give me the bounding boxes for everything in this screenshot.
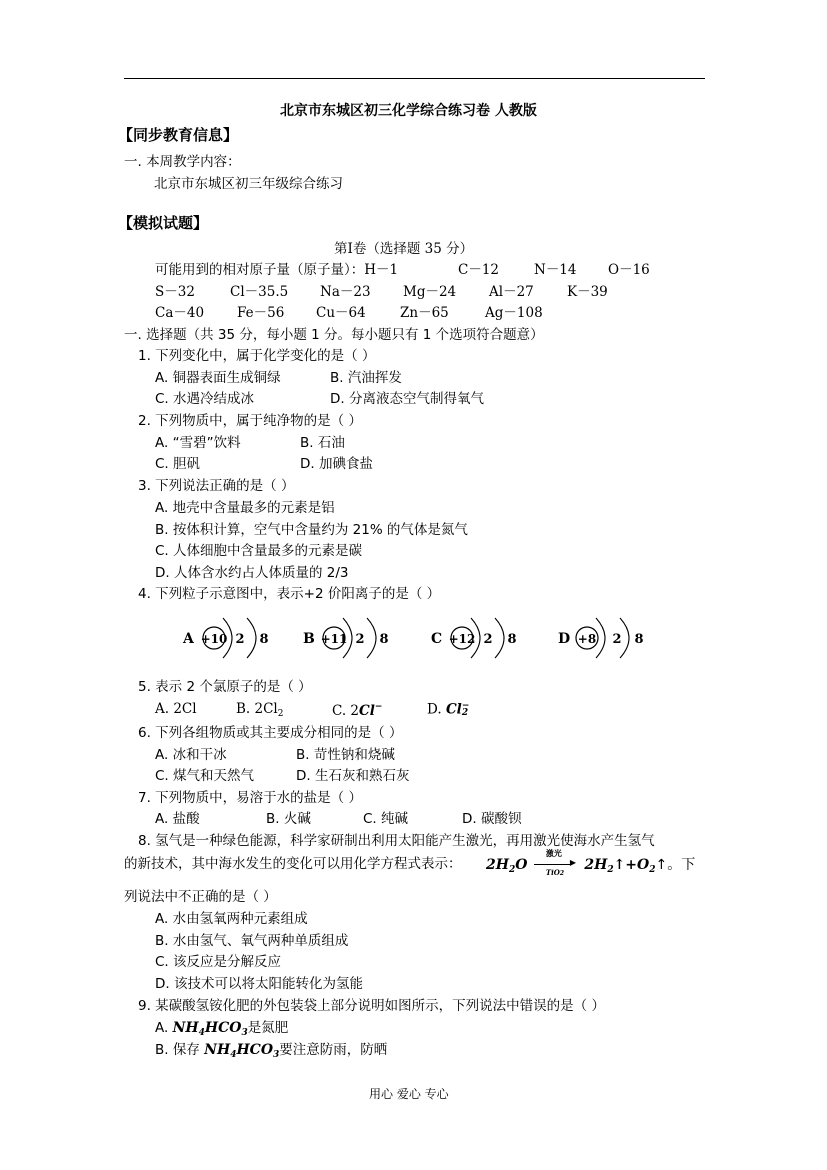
ion-shell: 8 (259, 632, 269, 647)
question-stem: 4. 下列粒子示意图中，表示+2 价阳离子的是（ ） (138, 586, 441, 602)
atomic-mass: Ca－40 (155, 305, 205, 321)
option: C. 胆矾 (155, 456, 201, 472)
option: C. 该反应是分解反应 (155, 954, 282, 970)
atomic-mass: Al－27 (489, 284, 534, 300)
option: B. 按体积计算，空气中含量约为 21% 的气体是氮气 (155, 522, 468, 538)
atomic-mass: O－16 (608, 262, 650, 278)
ion-diagram-c (431, 626, 551, 666)
option: C. 纯碱 (363, 811, 409, 827)
page-title: 北京市东城区初三化学综合练习卷 人教版 (280, 103, 537, 119)
option: B. $2Cl_2$ (236, 701, 284, 719)
option: A. $NH_4HCO_3$是氮肥 (155, 1020, 289, 1038)
question-stem: 2. 下列物质中，属于纯净物的是（ ） (138, 413, 362, 429)
atomic-mass: S－32 (155, 284, 195, 300)
atomic-mass: Fe－56 (237, 305, 285, 321)
section-heading-sync: 【同步教育信息】 (118, 126, 239, 144)
ion-nucleus: +8 (577, 632, 597, 646)
ion-nucleus: +12 (448, 632, 476, 646)
ion-nucleus: +11 (320, 632, 348, 646)
option: D. 人体含水约占人体质量的 2/3 (155, 565, 349, 581)
atomic-mass-intro: 可能用到的相对原子量（原子量）：H－1 (155, 262, 399, 278)
option: B. 火碱 (266, 811, 311, 827)
section-heading-mock: 【模拟试题】 (118, 214, 209, 232)
ion-letter: C (431, 631, 443, 647)
question-stem: 5. 表示 2 个氯原子的是（ ） (138, 679, 312, 695)
ion-letter: B (303, 631, 315, 647)
ion-nucleus: +10 (200, 632, 228, 646)
question-stem: 的新技术，其中海水发生的变化可以用化学方程式表示： (124, 856, 462, 872)
atomic-mass: Ag－108 (485, 305, 543, 321)
section-item: 一. 本周教学内容： (124, 154, 241, 170)
option: D. 该技术可以将太阳能转化为氢能 (155, 976, 363, 992)
option: B. 汽油挥发 (330, 370, 402, 386)
option: B. 保存 $NH_4HCO_3$要注意防雨，防晒 (155, 1042, 388, 1060)
option: C. 煤气和天然气 (155, 768, 255, 784)
ion-shell: 2 (612, 632, 622, 647)
option: B. 苛性钠和烧碱 (296, 747, 395, 763)
ion-shell: 8 (379, 632, 389, 647)
option: C. 人体细胞中含量最多的元素是碳 (155, 543, 363, 559)
option: A. 2Cl (155, 701, 197, 717)
atomic-mass: Na－23 (320, 284, 371, 300)
ion-shell: 8 (507, 632, 517, 647)
atomic-mass: Cl－35.5 (230, 284, 289, 300)
option: B. 石油 (300, 435, 345, 451)
ion-shell: 8 (634, 632, 644, 647)
ion-letter: D (558, 631, 571, 647)
option: D. 生石灰和熟石灰 (296, 768, 410, 784)
option: A. 盐酸 (155, 811, 200, 827)
option: A. 地壳中含量最多的元素是铝 (155, 500, 335, 516)
question-stem: 1. 下列变化中，属于化学变化的是（ ） (138, 348, 376, 364)
option: C. 2Cl− (332, 702, 383, 719)
ion-diagram-a (183, 626, 303, 666)
question-stem: 3. 下列说法正确的是（ ） (138, 478, 295, 494)
option: D. 分离液态空气制得氧气 (330, 391, 484, 407)
question-stem: 列说法中不正确的是（ ） (124, 889, 277, 905)
header-rule (124, 78, 705, 79)
question-stem: 6. 下列各组物质或其主要成分相同的是（ ） (138, 725, 403, 741)
option: B. 水由氢气、氧气两种单质组成 (155, 933, 349, 949)
ion-letter: A (183, 631, 194, 647)
page-footer: 用心 爱心 专心 (369, 1087, 449, 1101)
question-stem: 7. 下列物质中，易溶于水的盐是（ ） (138, 790, 362, 806)
ion-shell: 2 (355, 632, 365, 647)
question-stem: 9. 某碳酸氢铵化肥的外包装袋上部分说明如图所示，下列说法中错误的是（ ） (138, 998, 605, 1014)
atomic-mass: Mg－24 (403, 284, 457, 300)
question-stem: 8. 氢气是一种绿色能源，科学家研制出利用太阳能产生激光，再用激光使海水产生氢气 (138, 833, 655, 849)
ion-diagram-b (303, 626, 423, 666)
ion-diagram-d (558, 626, 678, 666)
choice-heading: 一. 选择题（共 35 分，每小题 1 分。每小题只有 1 个选项符合题意） (124, 327, 544, 343)
option: C. 水遇冷结成冰 (155, 391, 255, 407)
option: A. “雪碧”饮料 (155, 435, 241, 451)
option: A. 铜器表面生成铜绿 (155, 370, 281, 386)
option: A. 水由氢氧两种元素组成 (155, 911, 308, 927)
atomic-mass: K－39 (567, 284, 608, 300)
atomic-mass: C－12 (458, 262, 500, 278)
option: D. 碳酸钡 (462, 811, 522, 827)
atomic-mass: Cu－64 (316, 305, 366, 321)
ion-shell: 2 (483, 632, 493, 647)
option: D. Cl − 2 (427, 701, 470, 719)
section-item-detail: 北京市东城区初三年级综合练习 (154, 176, 343, 192)
option: D. 加碘食盐 (300, 456, 373, 472)
reaction-arrow: 激光 ▶ TiO2 (534, 860, 578, 870)
atomic-mass: N－14 (534, 262, 577, 278)
ion-shell: 2 (235, 632, 245, 647)
atomic-mass: Zn－65 (400, 305, 449, 321)
part-title: 第Ⅰ卷（选择题 35 分） (334, 241, 474, 257)
chemical-equation: $2H_2O$ 激光 ▶ TiO2 $2H_2↑+O_2↑$。下 (486, 849, 696, 877)
option: A. 冰和干冰 (155, 747, 227, 763)
